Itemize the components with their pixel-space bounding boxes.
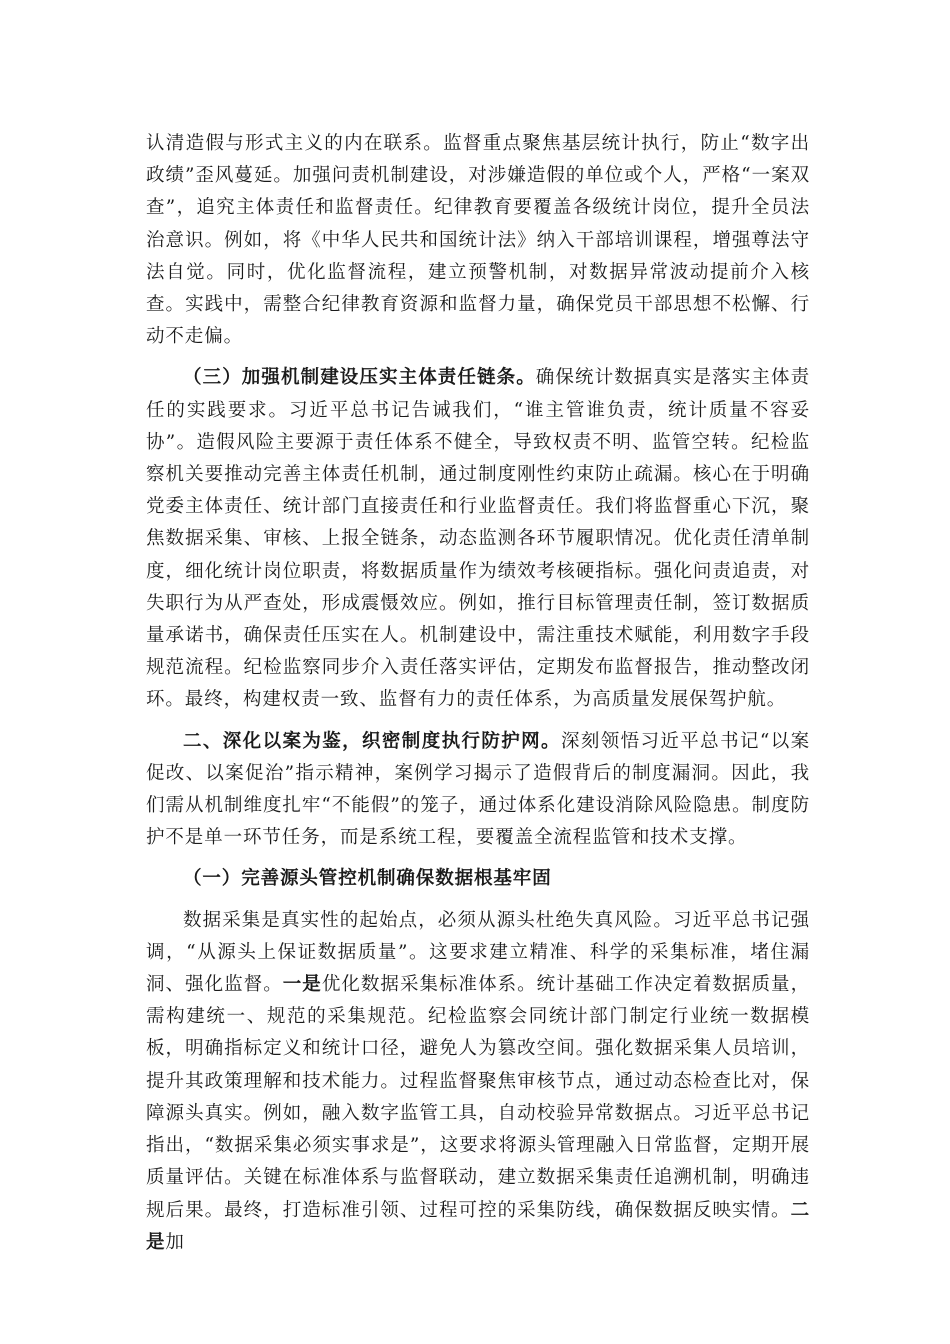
point-marker-one: 一是 [282,974,322,996]
subsection-heading-one: （一）完善源头管控机制确保数据根基牢固 [183,868,552,890]
paragraph-text: 深刻领悟习近平总书记“以案促改、以案促治”指示精神，案例学习揭示了造假背后的制度漏洞。因此，我们需从机制维度扎牢“不能假”的笼子，通过体系化建设消除风险隐患。制度防护不是单一环节任务，而是系统工程，要覆盖全流程监管和技术支撑。 [146,730,810,849]
paragraph-text: 认清造假与形式主义的内在联系。监督重点聚焦基层统计执行，防止“数字出政绩”歪风蔓延。加强问责机制建设，对涉嫌造假的单位或个人，严格“一案双查”，追究主体责任和监督责任。纪律教育要覆盖各级统计岗位，提升全员法治意识。例如，将《中华人民共和国统计法》纳入干部培训课程，增强尊法守法自觉。同时，优化监督流程，建立预警机制，对数据异常波动提前介入核查。实践中，需整合纪律教育资源和监督力量，确保党员干部思想不松懈、行动不走偏。 [146,133,810,348]
document-body [146,128,810,1268]
paragraph-part-two [146,726,810,855]
paragraph-text: 确保统计数据真实是落实主体责任的实践要求。习近平总书记告诫我们，“谁主管谁负责，统计质量不容妥协”。造假风险主要源于责任体系不健全，导致权责不明、监管空转。纪检监察机关要推动完善主体责任机制，通过制度刚性约束防止疏漏。核心在于明确党委主体责任、统计部门直接责任和行业监督责任。我们将监督重心下沉，聚焦数据采集、审核、上报全链条，动态监测各环节履职情况。优化责任清单制度，细化统计岗位职责，将数据质量作为绩效考核硬指标。强化问责追责，对失职行为从严查处，形成震慑效应。例如，推行目标管理责任制，签订数据质量承诺书，确保责任压实在人。机制建设中，需注重技术赋能，利用数字手段规范流程。纪检监察同步介入责任落实评估，定期发布监督报告，推动整改闭环。最终，构建权责一致、监督有力的责任体系，为高质量发展保驾护航。 [146,367,810,711]
paragraph-continuation [146,128,810,353]
paragraph-text: 加 [165,1231,185,1253]
point-marker-two: 二是 [146,1199,810,1253]
paragraph-text: 优化数据采集标准体系。统计基础工作决定着数据质量，需构建统一、规范的采集规范。纪检监察会同统计部门制定行业统一数据模板，明确指标定义和统计口径，避免人为篡改空间。强化数据采集人员培训，提升其政策理解和技术能力。过程监督聚焦审核节点，通过动态检查比对，保障源头真实。例如，融入数字监管工具，自动校验异常数据点。习近平总书记指出，“数据采集必须实事求是”，这要求将源头管理融入日常监督，定期开展质量评估。关键在标准体系与监督联动，建立数据采集责任追溯机制，明确违规后果。最终，打造标准引领、过程可控的采集防线，确保数据反映实情。 [146,974,810,1221]
section-heading-three: （三）加强机制建设压实主体责任链条。 [183,367,536,389]
paragraph-source-control [146,905,810,1259]
paragraph-section-three [146,362,810,716]
paragraph-text: 数据采集是真实性的起始点，必须从源头杜绝失真风险。习近平总书记强调，“从源头上保证数据质量”。这要求建立精准、科学的采集标准，堵住漏洞、强化监督。 [146,909,810,996]
part-heading-two: 二、深化以案为鉴，织密制度执行防护网。 [183,730,561,752]
